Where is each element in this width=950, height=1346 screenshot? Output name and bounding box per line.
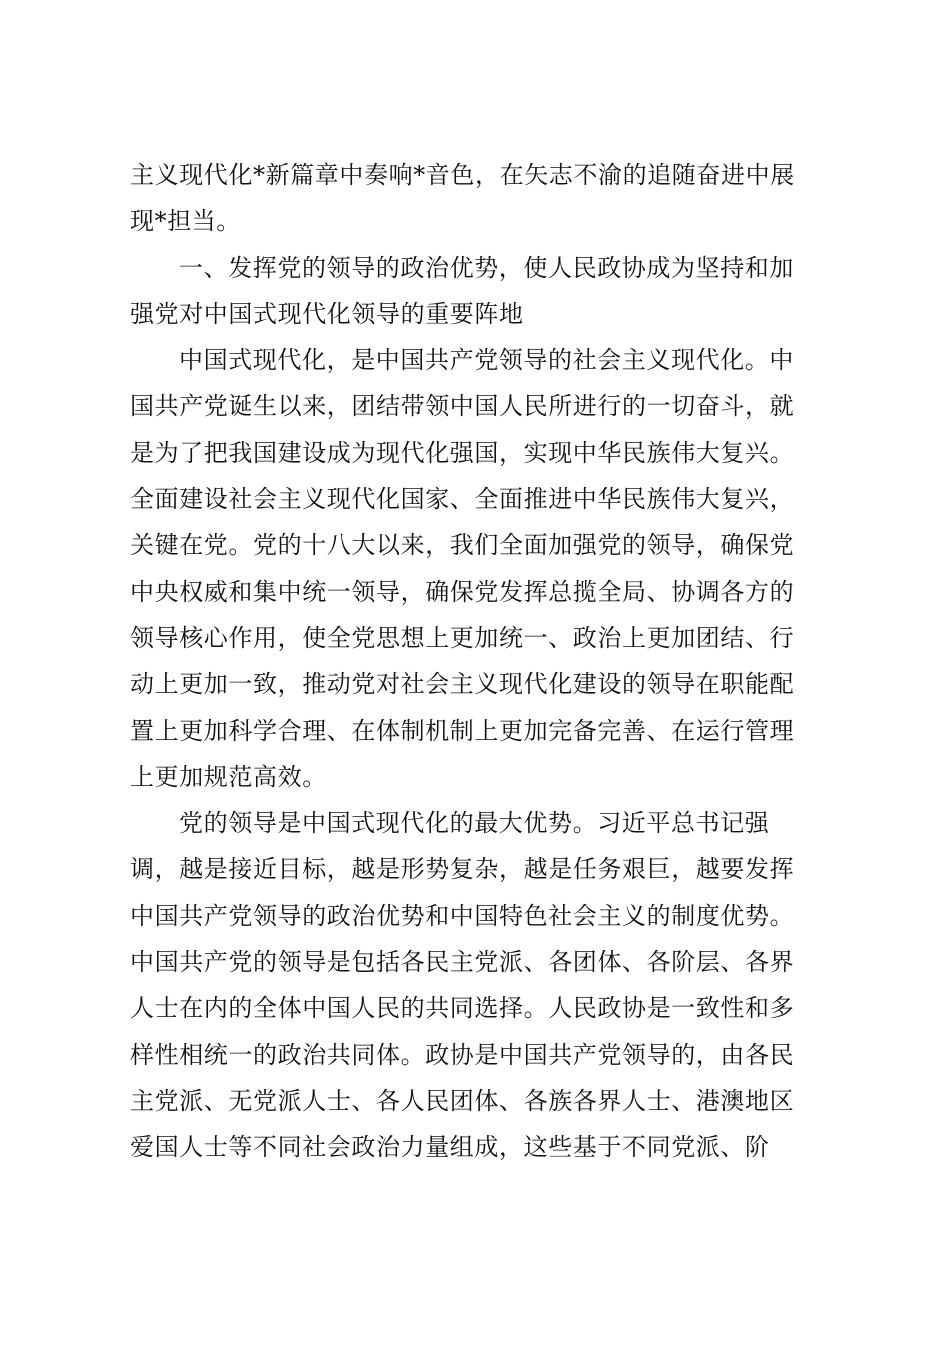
paragraph-line: 中央权威和集中统一领导，确保党发挥总揽全局、协调各方的 bbox=[130, 577, 795, 606]
paragraph-line: 现*担当。 bbox=[130, 207, 241, 236]
section-heading-line: 一、发挥党的领导的政治优势，使人民政协成为坚持和加 bbox=[179, 253, 794, 282]
paragraph-line: 中国共产党的领导是包括各民主党派、各团体、各阶层、各界 bbox=[130, 948, 795, 977]
paragraph-line: 国共产党诞生以来，团结带领中国人民所进行的一切奋斗，就 bbox=[130, 392, 795, 421]
paragraph-line: 中国共产党领导的政治优势和中国特色社会主义的制度优势。 bbox=[130, 901, 795, 930]
paragraph-line: 是为了把我国建设成为现代化强国，实现中华民族伟大复兴。 bbox=[130, 438, 795, 467]
paragraph-line: 全面建设社会主义现代化国家、全面推进中华民族伟大复兴， bbox=[130, 485, 795, 514]
paragraph-line: 动上更加一致，推动党对社会主义现代化建设的领导在职能配 bbox=[130, 670, 795, 699]
paragraph-line: 主党派、无党派人士、各人民团体、各族各界人士、港澳地区 bbox=[130, 1086, 795, 1115]
paragraph-line: 上更加规范高效。 bbox=[130, 762, 327, 791]
paragraph-line: 爱国人士等不同社会政治力量组成，这些基于不同党派、阶 bbox=[130, 1133, 770, 1162]
paragraph-line: 党的领导是中国式现代化的最大优势。习近平总书记强 bbox=[179, 809, 770, 838]
paragraph-line: 关键在党。党的十八大以来，我们全面加强党的领导，确保党 bbox=[130, 531, 795, 560]
paragraph-line: 主义现代化*新篇章中奏响*音色，在矢志不渝的追随奋进中展 bbox=[130, 161, 795, 189]
paragraph-line: 调，越是接近目标，越是形势复杂，越是任务艰巨，越要发挥 bbox=[130, 855, 795, 884]
paragraph-line: 领导核心作用，使全党思想上更加统一、政治上更加团结、行 bbox=[130, 623, 795, 652]
document-body bbox=[130, 152, 830, 1171]
paragraph-line: 置上更加科学合理、在体制机制上更加完备完善、在运行管理 bbox=[130, 716, 795, 745]
paragraph-line: 中国式现代化，是中国共产党领导的社会主义现代化。中 bbox=[179, 346, 794, 375]
paragraph-line: 人士在内的全体中国人民的共同选择。人民政协是一致性和多 bbox=[130, 994, 795, 1023]
paragraph-line: 样性相统一的政治共同体。政协是中国共产党领导的，由各民 bbox=[130, 1040, 795, 1069]
section-heading-line: 强党对中国式现代化领导的重要阵地 bbox=[130, 299, 524, 328]
